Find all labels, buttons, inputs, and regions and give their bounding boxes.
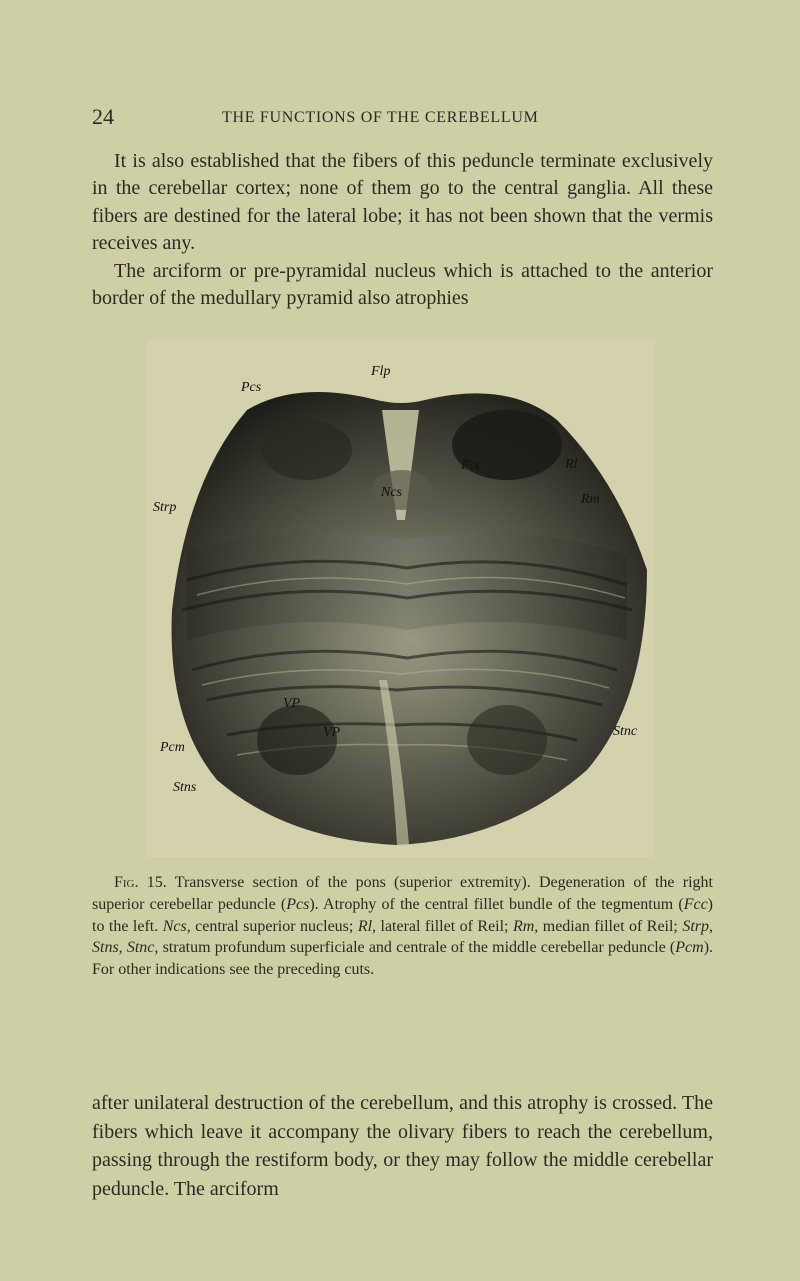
label-strp: Strp	[153, 500, 177, 515]
page-number: 24	[92, 104, 114, 129]
figure-caption	[92, 872, 713, 981]
label-vp-lower: VP	[323, 725, 341, 740]
caption-abbrev: Pcs	[286, 895, 310, 913]
label-pcm: Pcm	[160, 740, 185, 755]
label-rm: Rm	[581, 492, 600, 507]
caption-part: lateral fillet of Reil;	[376, 917, 513, 935]
caption-abbrev: Strp, Stns, Stnc,	[92, 917, 714, 957]
caption-part: stratum profundum superficiale and centrale of the middle cerebellar peduncle (	[158, 939, 676, 957]
caption-part: ). Atrophy of the central fillet bundle of the tegmentum (	[309, 895, 684, 913]
label-vp-upper: VP	[283, 696, 301, 711]
label-pcs: Pcs	[241, 380, 262, 395]
caption-abbrev: Pcm	[675, 939, 704, 957]
caption-part: ) to the left.	[92, 895, 713, 935]
running-head: THE FUNCTIONS OF THE CEREBELLUM	[222, 109, 539, 126]
label-stns: Stns	[173, 780, 197, 795]
body-text-top	[92, 148, 713, 312]
caption-abbrev: Ncs,	[162, 917, 191, 935]
label-rl: Rl	[565, 457, 578, 472]
caption-part: central superior nucleus;	[190, 917, 358, 935]
caption-part: median fillet of Reil;	[538, 917, 683, 935]
label-stnc: Stnc	[613, 724, 638, 739]
paragraph-3: after unilateral destruction of the cerebellum, and this atrophy is crossed. The fibers which leave it accompany the olivary fibers to reach the cerebellum, passing through the restiform body, or they may follow the middle cerebellar peduncle. The arciform	[92, 1092, 713, 1200]
caption-abbrev: Rm,	[512, 917, 539, 935]
paragraph-2: The arciform or pre-pyramidal nucleus which is attached to the anterior border of the medullary pyramid also atrophies	[92, 259, 713, 310]
figure-pons-section	[147, 340, 655, 858]
paragraph-1: It is also established that the fibers of this peduncle terminate exclusively in the cerebellar cortex; none of them go to the central ganglia. All these fibers are destined for the lateral lobe; it has not been shown that the vermis receives any.	[92, 150, 713, 255]
caption-abbrev: Fcc	[683, 895, 708, 913]
label-ncs: Ncs	[381, 485, 402, 500]
label-fcc: Fcc	[461, 458, 482, 473]
label-flp: Flp	[371, 364, 391, 379]
pons-section-illustration	[147, 340, 655, 858]
body-text-bottom	[92, 1089, 713, 1203]
caption-part: Transverse section of the pons (superior extremity). Degeneration of the right superior cerebellar peduncle (	[92, 874, 713, 913]
caption-abbrev: Rl,	[357, 917, 377, 935]
page-header	[92, 104, 712, 134]
caption-fig-number: Fig. 15.	[114, 874, 167, 891]
caption-part: ). For other indications see the preceding cuts.	[92, 939, 714, 979]
